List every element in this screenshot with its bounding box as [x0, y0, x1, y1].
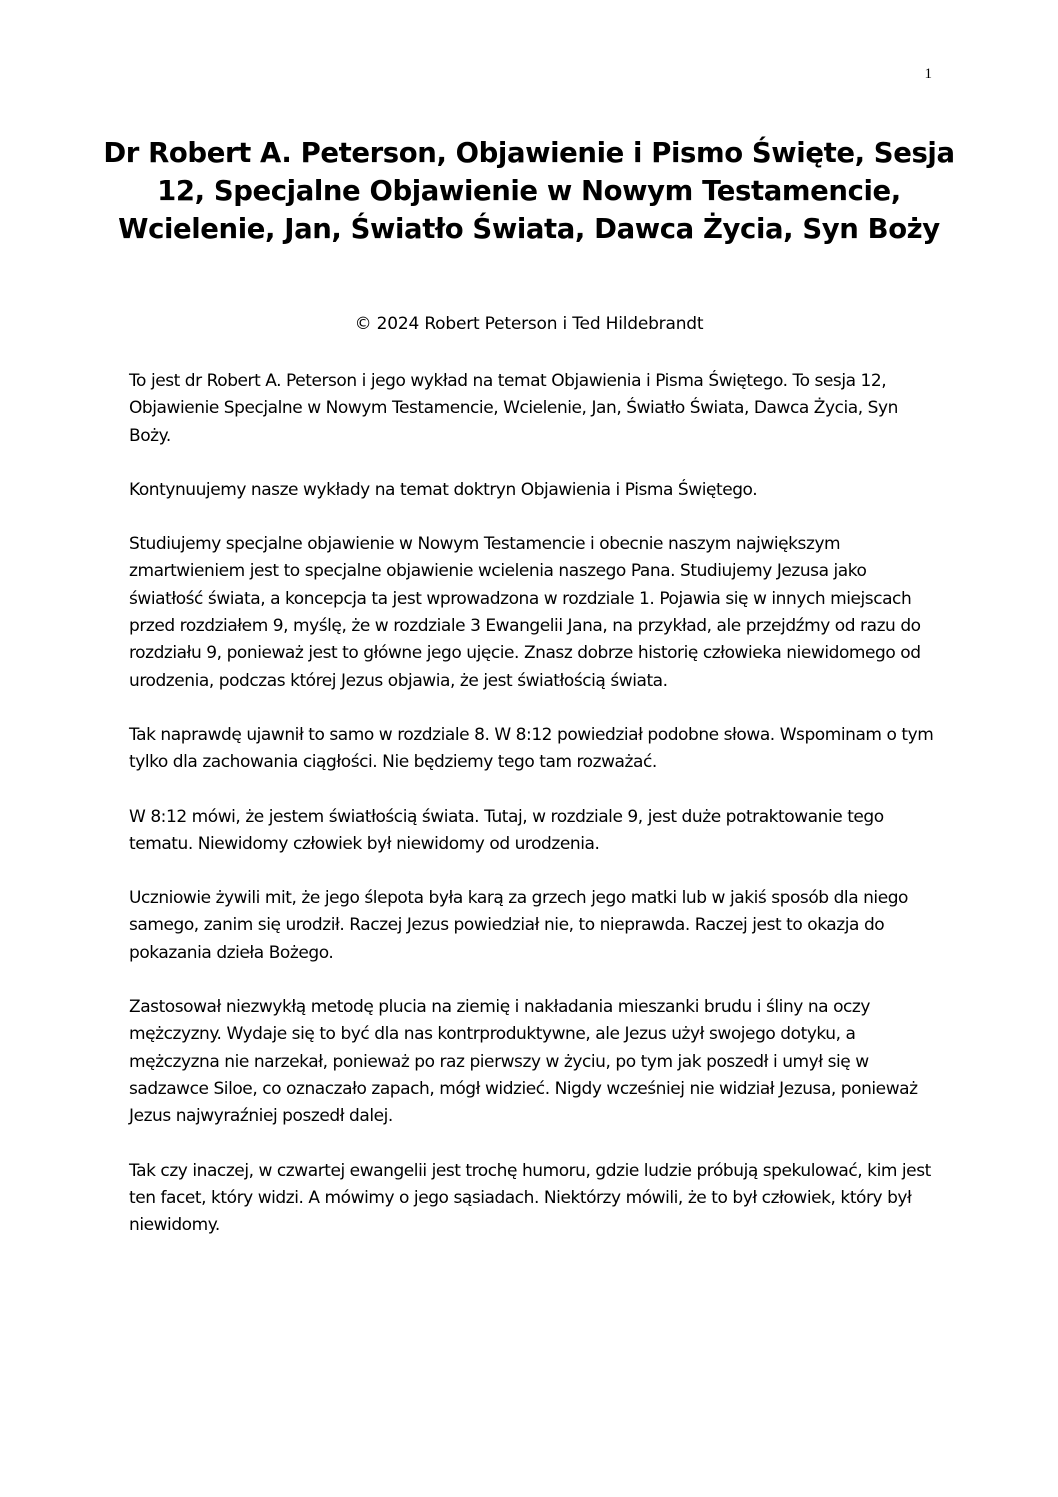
- paragraph: Tak naprawdę ujawnił to samo w rozdziale 8. W 8:12 powiedział podobne słowa. Wspominam o tym tylko dla zachowania ciągłości. Nie będziemy tego tam rozważać.: [129, 724, 934, 773]
- paragraph: Kontynuujemy nasze wykłady na temat doktryn Objawienia i Pisma Świętego.: [129, 479, 758, 500]
- paragraph: Tak czy inaczej, w czwartej ewangelii jest trochę humoru, gdzie ludzie próbują spekulować, kim jest ten facet, który widzi. A mówimy o jego sąsiadach. Niektórzy mówili, że to był człowiek, który był niewidomy.: [129, 1160, 931, 1236]
- page-number: 1: [924, 66, 932, 82]
- document-title: Dr Robert A. Peterson, Objawienie i Pismo Święte, Sesja 12, Specjalne Objawienie w Nowym Testamencie, Wcielenie, Jan, Światło Świata, Dawca Życia, Syn Boży: [103, 137, 955, 245]
- paragraph: Zastosował niezwykłą metodę plucia na ziemię i nakładania mieszanki brudu i śliny na oczy mężczyzny. Wydaje się to być dla nas kontrproduktywne, ale Jezus użył swojego dotyku, a mężczyzna nie narzekał, ponieważ po raz pierwszy w życiu, po tym jak poszedł i umył się w sadzawce Siloe, co oznaczało zapach, mógł widzieć. Nigdy wcześniej nie widział Jezusa, ponieważ Jezus najwyraźniej poszedł dalej.: [129, 997, 918, 1127]
- paragraph: W 8:12 mówi, że jestem światłością świata. Tutaj, w rozdziale 9, jest duże potraktowanie tego tematu. Niewidomy człowiek był niewidomy od urodzenia.: [129, 806, 884, 854]
- document-body: [129, 368, 939, 1266]
- paragraph: Uczniowie żywili mit, że jego ślepota była karą za grzech jego matki lub w jakiś sposób dla niego samego, zanim się urodził. Raczej Jezus powiedział nie, to nieprawda. Raczej jest to okazja do pokazania dzieła Bożego.: [129, 888, 909, 963]
- paragraph: Studiujemy specjalne objawienie w Nowym Testamencie i obecnie naszym największym zmartwieniem jest to specjalne objawienie wcielenia naszego Pana. Studiujemy Jezusa jako światłość świata, a koncepcja ta jest wprowadzona w rozdziale 1. Pojawia się w innych miejscach przed rozdziałem 9, myślę, że w rozdziale 3 Ewangelii Jana, na przykład, ale przejdźmy od razu do rozdziału 9, ponieważ jest to główne jego ujęcie. Znasz dobrze historię człowieka niewidomego od urodzenia, podczas której Jezus objawia, że jest światłością świata.: [129, 534, 921, 691]
- paragraph: To jest dr Robert A. Peterson i jego wykład na temat Objawienia i Pisma Świętego. To sesja 12, Objawienie Specjalne w Nowym Testamencie, Wcielenie, Jan, Światło Świata, Dawca Życia, Syn Boży.: [129, 371, 898, 446]
- copyright-line: © 2024 Robert Peterson i Ted Hildebrandt: [354, 314, 704, 334]
